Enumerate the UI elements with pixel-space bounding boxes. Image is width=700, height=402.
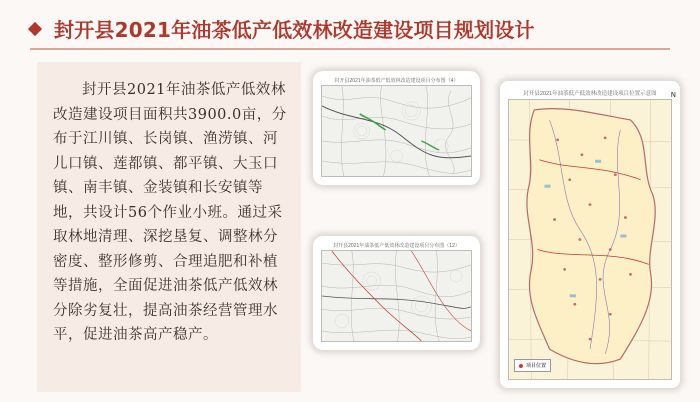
map-caption: 封开县2021年油茶低产低效林改造建设项目分布图（4）	[334, 78, 459, 84]
page-title: 封开县2021年油茶低产低效林改造建设项目规划设计	[54, 18, 535, 42]
map-image	[321, 85, 472, 177]
project-map-4[interactable]	[313, 71, 480, 185]
map-caption: 封开县2021年油茶低产低效林改造建设项目位置示意图	[523, 91, 657, 97]
description-panel	[37, 62, 301, 392]
title-row	[30, 14, 535, 43]
project-map-12[interactable]	[313, 236, 480, 350]
title-divider	[30, 48, 670, 50]
project-location-map[interactable]	[500, 81, 680, 388]
map-image	[321, 250, 472, 342]
project-location-marker-icon	[519, 364, 523, 368]
diamond-bullet-icon	[28, 21, 42, 35]
north-arrow-icon: N	[670, 91, 676, 99]
map-image	[508, 99, 672, 380]
legend-label: 项目位置	[526, 363, 547, 369]
map-legend	[514, 359, 551, 372]
map-caption: 封开县2021年油茶低产低效林改造建设项目分布图（12）	[333, 243, 460, 249]
description-text: 封开县2021年油茶低产低效林改造建设项目面积共3900.0亩，分布于江川镇、长岗镇、渔涝镇、河儿口镇、莲都镇、都平镇、大玉口镇、南丰镇、金装镇和长安镇等地，共设计56个作业小班。通过采取林地清理、深挖垦复、调整林分密度、整形修剪、合理追肥和补植等措施，全面促进油茶低产低效林分除劣复壮，提高油茶经营管理水平，促进油茶高产稳产。	[53, 82, 287, 343]
